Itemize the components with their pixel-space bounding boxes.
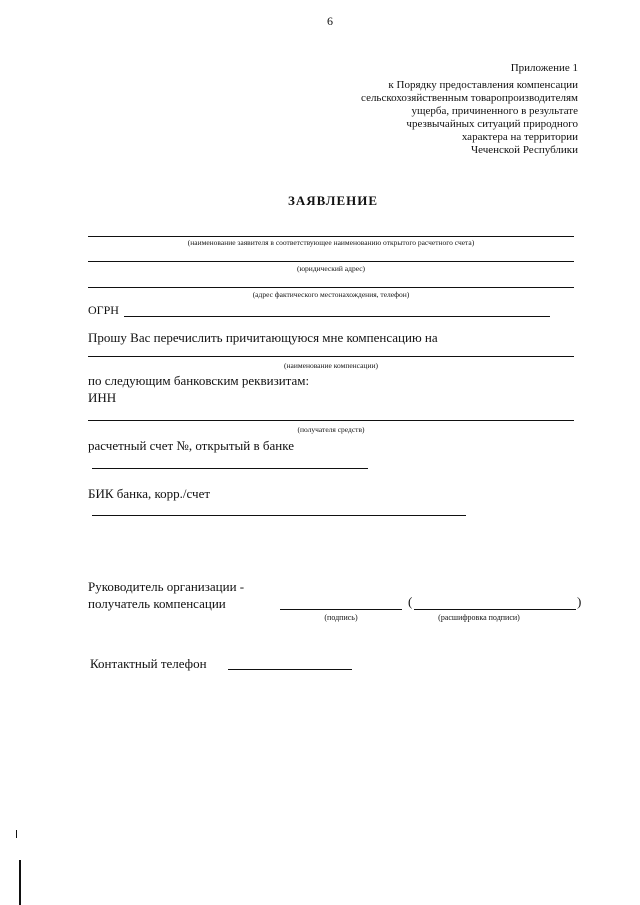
account-line: [92, 468, 368, 469]
bank-details-text: по следующим банковским реквизитам:: [88, 373, 310, 388]
appendix-title: Приложение 1: [510, 62, 578, 74]
ogrn-label: ОГРН: [88, 303, 119, 317]
signature-decoding-caption: (расшифровка подписи): [438, 613, 520, 622]
appendix-line: сельскохозяйственным товаропроизводителям: [361, 92, 578, 104]
compensation-name-line: [88, 356, 574, 357]
recipient-caption: (получателя средств): [297, 425, 365, 434]
signature-line: [280, 609, 402, 610]
appendix-line: чрезвычайных ситуаций природного: [406, 118, 578, 130]
appendix-line: характера на территории: [461, 131, 578, 143]
request-text: Прошу Вас перечислить причитающуюся мне компенсацию на: [88, 330, 438, 345]
recipient-line: [88, 420, 574, 421]
appendix-line: ущерба, причиненного в результате: [411, 105, 578, 117]
bik-line: [92, 515, 466, 516]
page-number: 6: [327, 14, 333, 28]
account-text: расчетный счет №, открытый в банке: [88, 438, 294, 453]
signature-decoding-line: [414, 609, 576, 610]
applicant-name-line: [88, 236, 574, 237]
ogrn-line: [124, 316, 550, 317]
appendix-line: к Порядку предоставления компенсации: [388, 79, 578, 91]
actual-address-caption: (адрес фактического местонахождения, телефон): [252, 290, 410, 299]
legal-address-line: [88, 261, 574, 262]
decoding-paren-open: (: [408, 594, 413, 609]
contact-phone-line: [228, 669, 352, 670]
legal-address-caption: (юридический адрес): [296, 264, 366, 273]
inn-label: ИНН: [88, 390, 117, 405]
signatory-line-2: получатель компенсации: [88, 596, 226, 611]
decoding-paren-close: ): [577, 594, 582, 609]
appendix-line: Чеченской Республики: [470, 144, 578, 156]
compensation-name-caption: (наименование компенсации): [284, 361, 378, 370]
applicant-name-caption: (наименование заявителя в соответствующее наименованию открытого расчетного счета): [187, 238, 475, 247]
bik-text: БИК банка, корр./счет: [88, 486, 211, 501]
actual-address-line: [88, 287, 574, 288]
scan-mark-edge: [19, 860, 21, 905]
signature-caption: (подпись): [324, 613, 358, 622]
contact-phone-label: Контактный телефон: [90, 656, 207, 671]
appendix-block: [361, 62, 578, 157]
scan-mark-small: [16, 830, 17, 838]
form-title: ЗАЯВЛЕНИЕ: [287, 193, 379, 208]
signatory-line-1: Руководитель организации -: [88, 579, 245, 594]
